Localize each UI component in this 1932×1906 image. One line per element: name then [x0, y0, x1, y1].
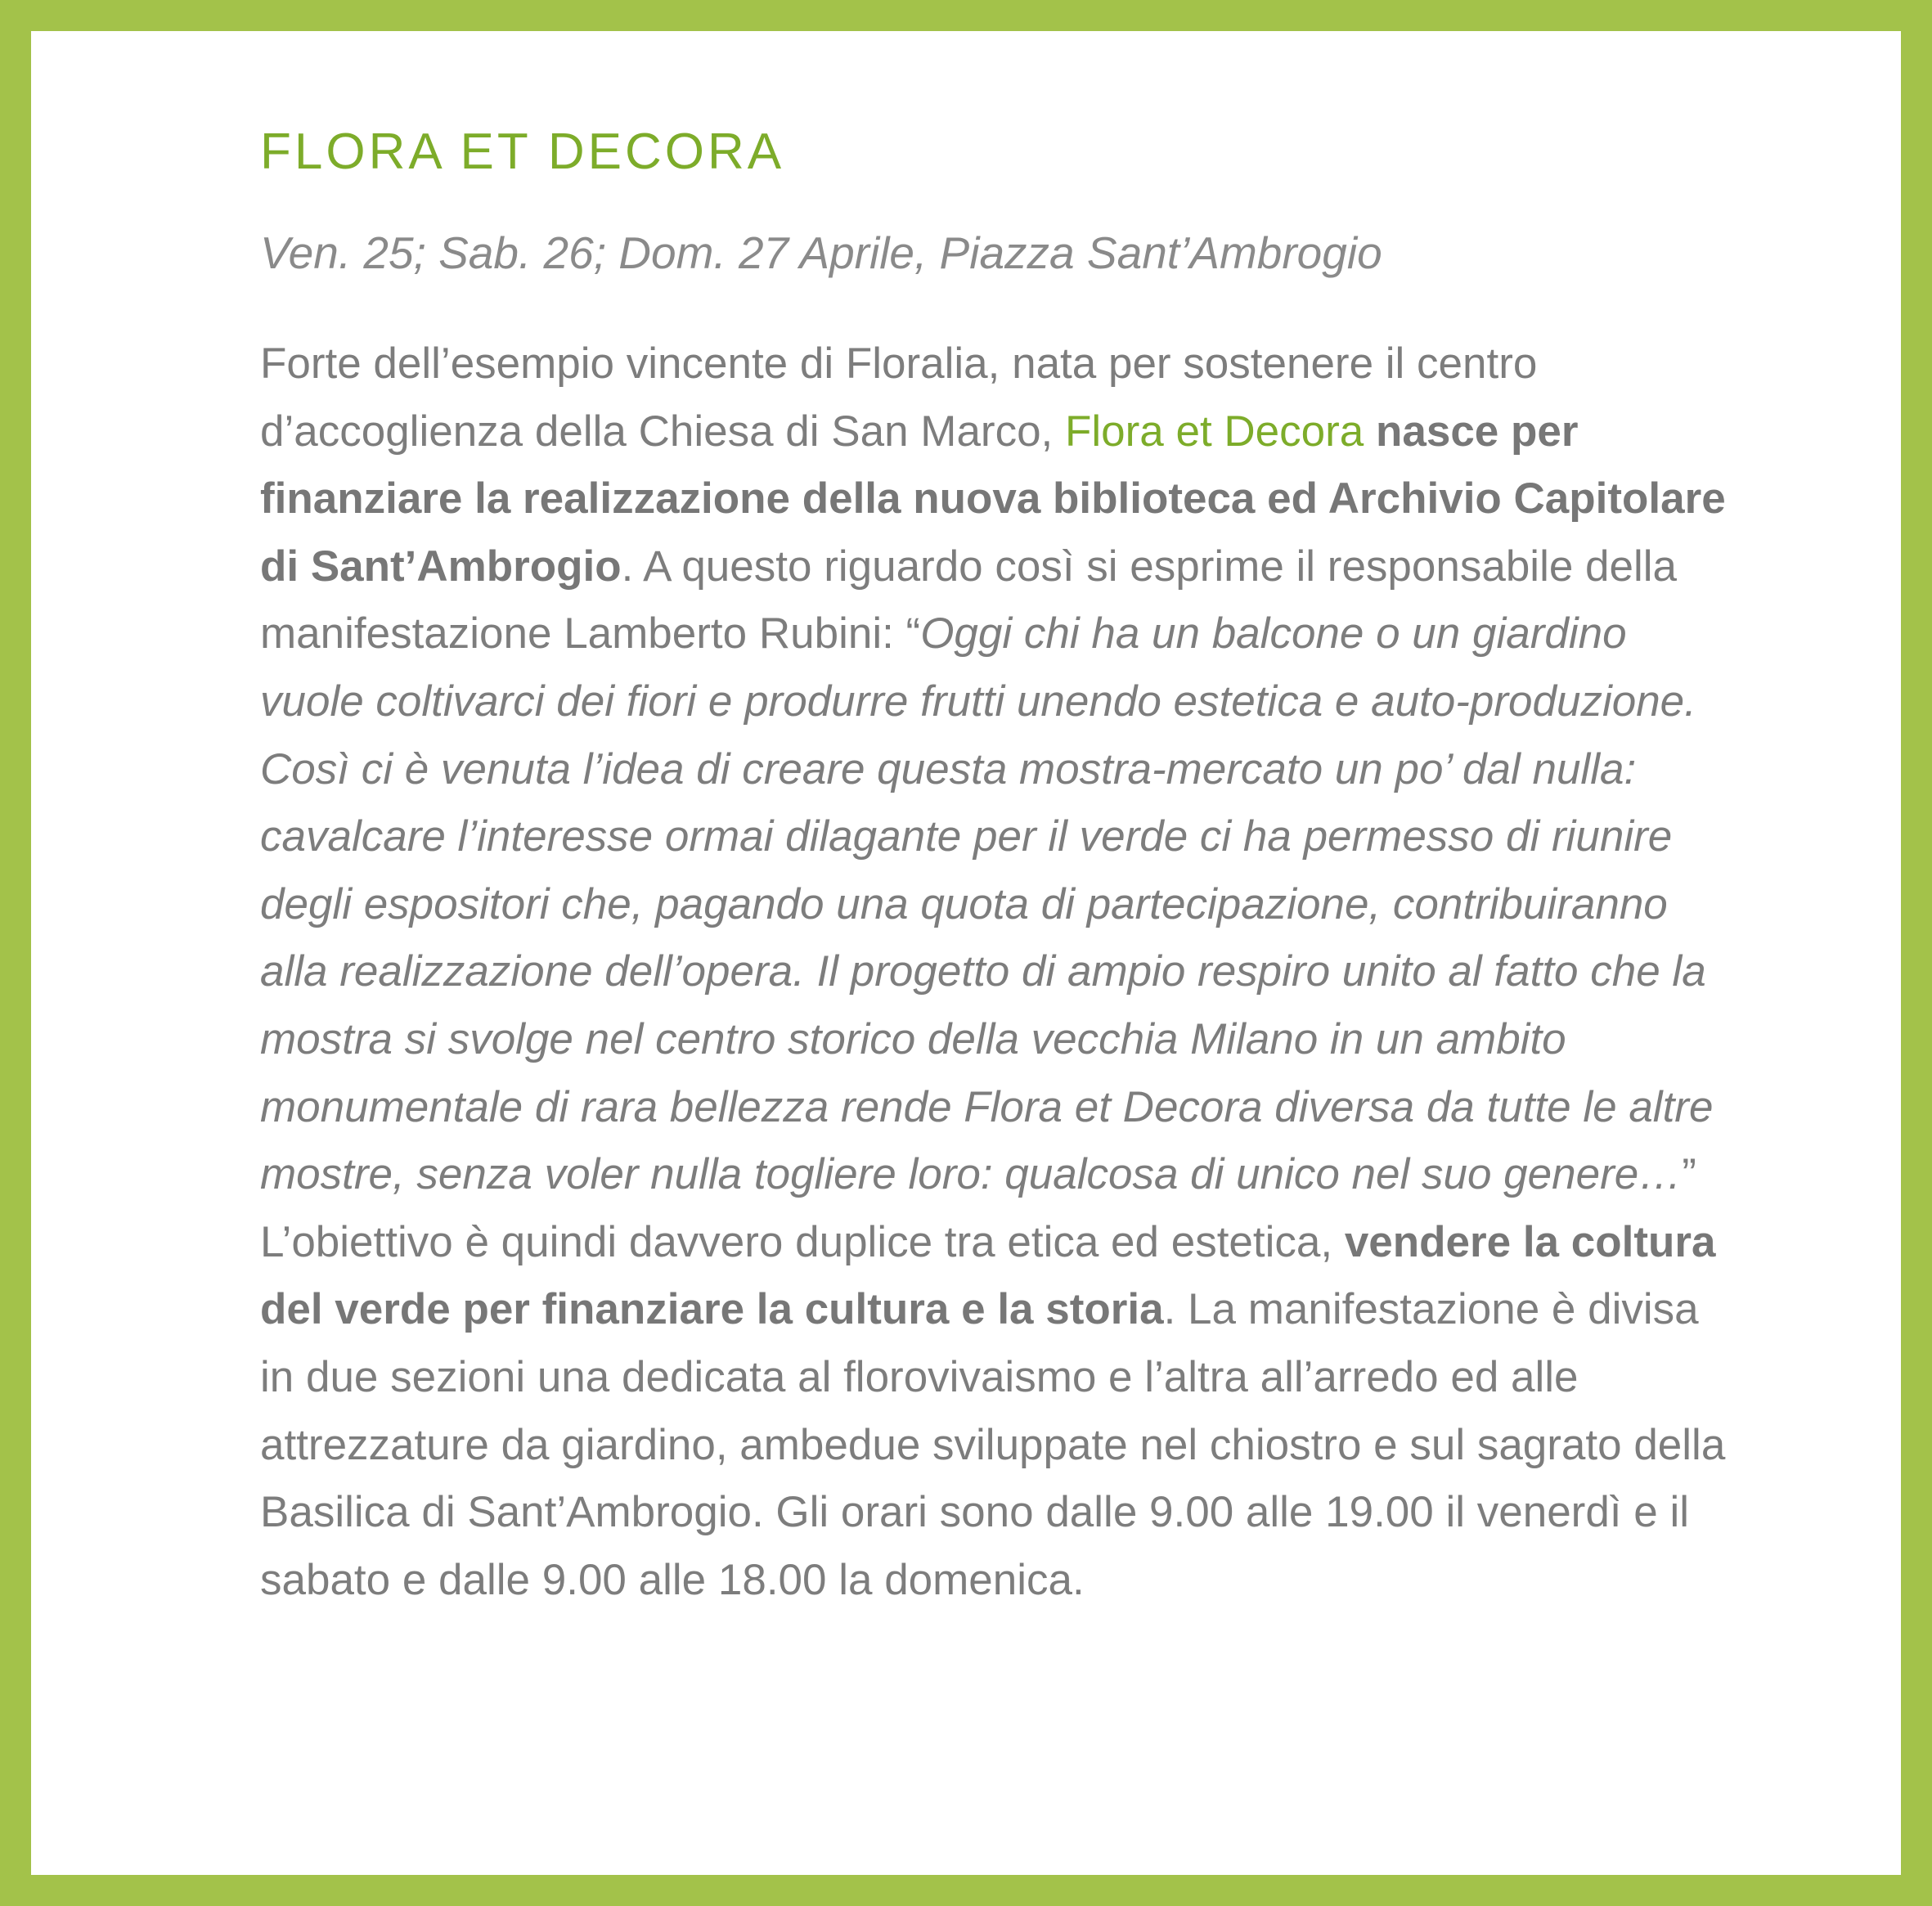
article-body [260, 330, 1732, 1614]
body-text-segment: ” L’obiettivo è quindi davvero duplice tra etica ed estetica, [260, 1150, 1696, 1266]
body-text-segment [1364, 407, 1376, 456]
event-dates-location: Ven. 25; Sab. 26; Dom. 27 Aprile, Piazza Sant’Ambrogio [260, 227, 1382, 278]
article-title: FLORA ET DECORA [260, 124, 785, 180]
body-bold-segment: vendere la coltura del verde per finanziare la cultura e la storia [260, 1217, 1716, 1334]
article [260, 121, 1732, 1614]
body-text-segment: . A questo riguardo così si esprime il responsabile della manifestazione Lamberto Rubini: “ [260, 542, 1678, 659]
body-bold-segment: nasce per finanziare la realizzazione della nuova biblioteca ed Archivio Capitolare di Sant’Ambrogio [260, 407, 1726, 591]
body-text-segment: . La manifestazione è divisa in due sezioni una dedicata al florovivaismo e l’altra all’arredo ed alle attrezzature da giardino, ambedue sviluppate nel chiostro e sul sagrato della Basilica di Sant’Ambrogio. Gli orari sono dalle 9.00 alle 19.00 il venerdì e il sabato e dalle 9.00 alle 18.00 la domenica. [260, 1285, 1726, 1604]
body-text-segment: Forte dell’esempio vincente di Floralia, nata per sostenere il centro d’accoglienza della Chiesa di San Marco, [260, 339, 1538, 456]
flora-et-decora-link[interactable]: Flora et Decora [1065, 407, 1364, 456]
quote-text: Oggi chi ha un balcone o un giardino vuole coltivarci dei fiori e produrre frutti unendo estetica e auto-produzione. Così ci è venuta l’idea di creare questa mostra-mercato un po’ dal nulla: cavalcare l’interesse ormai dilagante per il verde ci ha permesso di riunire degli espositori che, pagando una quota di partecipazione, contribuiranno alla realizzazione dell’opera. Il progetto di ampio respiro unito al fatto che la mostra si svolge nel centro storico della vecchia Milano in un ambito monumentale di rara bellezza rende Flora et Decora diversa da tutte le altre mostre, senza voler nulla togliere loro: qualcosa di unico nel suo genere… [260, 609, 1714, 1199]
